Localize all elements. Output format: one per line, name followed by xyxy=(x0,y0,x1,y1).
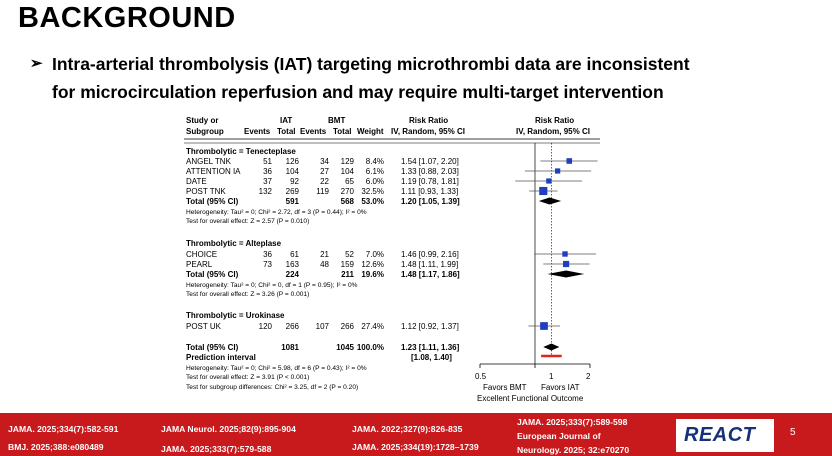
overall-effect-note: Test for overall effect: Z = 3.26 (P = 0.001) xyxy=(186,291,310,298)
total-bmt: 52 xyxy=(345,250,354,259)
overall-effect-test: Test for overall effect: Z = 3.91 (P < 0.001) xyxy=(186,374,310,381)
study-name: ATTENTION IA xyxy=(186,167,241,176)
subtotal-ci: 1.48 [1.17, 1.86] xyxy=(401,270,460,279)
page-number: 5 xyxy=(790,427,796,438)
total-iat: 269 xyxy=(285,187,299,196)
total-bmt: 266 xyxy=(340,322,354,331)
total-bmt: 65 xyxy=(345,177,354,186)
reference-text: JAMA. 2025;334(19):1728–1739 xyxy=(352,442,479,452)
subtotal-weight: 53.0% xyxy=(361,197,384,206)
total-iat: 92 xyxy=(290,177,299,186)
events-bmt: 34 xyxy=(320,157,329,166)
total-iat: 61 xyxy=(290,250,299,259)
risk-ratio-ci: 1.33 [0.88, 2.03] xyxy=(401,167,459,176)
total-iat: 266 xyxy=(285,322,299,331)
study-name: POST UK xyxy=(186,322,221,331)
header-total-iat: Total xyxy=(277,127,296,136)
weight: 12.6% xyxy=(361,260,384,269)
reference-text: European Journal of xyxy=(517,431,601,441)
prediction-ci: [1.08, 1.40] xyxy=(411,353,452,362)
study-square xyxy=(555,168,560,173)
header-method: IV, Random, 95% CI xyxy=(391,127,465,136)
risk-ratio-ci: 1.48 [1.11, 1.99] xyxy=(401,260,459,269)
header-iat: IAT xyxy=(280,116,293,125)
weight: 8.4% xyxy=(365,157,384,166)
header-bmt: BMT xyxy=(328,116,346,125)
study-name: ANGEL TNK xyxy=(186,157,231,166)
axis-label-left: Favors BMT xyxy=(483,383,527,392)
subtotal-ci: 1.20 [1.05, 1.39] xyxy=(401,197,460,206)
risk-ratio-ci: 1.11 [0.93, 1.33] xyxy=(401,187,459,196)
subtotal-iat: 591 xyxy=(285,197,299,206)
weight: 27.4% xyxy=(361,322,384,331)
header-weight: Weight xyxy=(357,127,384,136)
header-events-bmt: Events xyxy=(300,127,327,136)
reference-text: JAMA Neurol. 2025;82(9):895-904 xyxy=(161,424,296,434)
total-bmt: 129 xyxy=(340,157,354,166)
study-square xyxy=(540,322,548,330)
axis-label-right: Favors IAT xyxy=(541,383,580,392)
react-logo xyxy=(676,419,774,452)
bullet-text-line1: Intra-arterial thrombolysis (IAT) targeting microthrombi data are inconsistent xyxy=(52,54,690,74)
slide-title: BACKGROUND xyxy=(18,2,236,34)
events-iat: 120 xyxy=(258,322,272,331)
events-iat: 73 xyxy=(263,260,272,269)
reference-text: JAMA. 2025;333(7):579-588 xyxy=(161,444,272,454)
header-risk-ratio: Risk Ratio xyxy=(409,116,449,125)
pooled-diamond xyxy=(539,198,561,205)
events-bmt: 27 xyxy=(320,167,329,176)
study-name: POST TNK xyxy=(186,187,226,196)
events-iat: 36 xyxy=(263,167,272,176)
risk-ratio-ci: 1.12 [0.92, 1.37] xyxy=(401,322,459,331)
study-name: PEARL xyxy=(186,260,213,269)
subtotal-bmt: 211 xyxy=(341,270,354,279)
subgroup-title-urokinase: Thrombolytic = Urokinase xyxy=(186,311,285,320)
subgroup-title-tenecteplase: Thrombolytic = Tenecteplase xyxy=(186,147,296,156)
subtotal-weight: 19.6% xyxy=(361,270,384,279)
overall-heterogeneity-note: Heterogeneity: Tau² = 0; Chi² = 5.98, df = 6 (P = 0.43); I² = 0% xyxy=(186,365,367,372)
subtotal-iat: 224 xyxy=(285,270,299,279)
risk-ratio-ci: 1.46 [0.99, 2.16] xyxy=(401,250,459,259)
study-square xyxy=(563,261,569,267)
subtotal-bmt: 568 xyxy=(340,197,354,206)
risk-ratio-ci: 1.54 [1.07, 2.20] xyxy=(401,157,459,166)
study-square xyxy=(562,251,567,256)
study-square xyxy=(566,158,572,164)
overall-total-weight: 100.0% xyxy=(356,343,384,352)
study-square xyxy=(546,178,551,183)
heterogeneity-note: Heterogeneity: Tau² = 0; Chi² = 0, df = 1 (P = 0.95); I² = 0% xyxy=(186,282,358,289)
events-iat: 36 xyxy=(263,250,272,259)
heterogeneity-note: Heterogeneity: Tau² = 0; Chi² = 2.72, df = 3 (P = 0.44); I² = 0% xyxy=(186,209,367,216)
events-bmt: 107 xyxy=(315,322,329,331)
header-total-bmt: Total xyxy=(333,127,352,136)
events-iat: 51 xyxy=(263,157,272,166)
overall-effect-note: Test for overall effect: Z = 2.57 (P = 0.010) xyxy=(186,218,310,225)
reference-text: JAMA. 2022;327(9):826-835 xyxy=(352,424,463,434)
events-iat: 37 xyxy=(263,177,272,186)
total-iat: 163 xyxy=(285,260,299,269)
risk-ratio-ci: 1.19 [0.78, 1.81] xyxy=(401,177,459,186)
events-bmt: 21 xyxy=(320,250,329,259)
header-plot-risk-ratio: Risk Ratio xyxy=(535,116,575,125)
reference-text: Neurology. 2025; 32:e70270 xyxy=(517,445,630,455)
bullet-text-line2: for microcirculation reperfusion and may require multi-target intervention xyxy=(52,82,664,102)
subtotal-label: Total (95% CI) xyxy=(186,197,239,206)
events-bmt: 119 xyxy=(316,187,329,196)
axis-tick-label: 1 xyxy=(549,372,554,381)
pooled-diamond xyxy=(543,344,559,351)
weight: 6.0% xyxy=(365,177,384,186)
study-name: CHOICE xyxy=(186,250,218,259)
header-subgroup: Subgroup xyxy=(186,127,224,136)
reference-text: JAMA. 2025;334(7):582-591 xyxy=(8,424,119,434)
axis-label-bottom: Excellent Functional Outcome xyxy=(477,394,584,403)
reference-text: BMJ. 2025;388:e080489 xyxy=(8,442,104,452)
reference-text: JAMA. 2025;333(7):589-598 xyxy=(517,417,628,427)
subtotal-label: Total (95% CI) xyxy=(186,270,239,279)
study-square xyxy=(539,187,547,195)
total-iat: 126 xyxy=(285,157,299,166)
total-iat: 104 xyxy=(285,167,299,176)
header-plot-method: IV, Random, 95% CI xyxy=(516,127,590,136)
prediction-label: Prediction interval xyxy=(186,353,256,362)
weight: 6.1% xyxy=(365,167,384,176)
overall-total-label: Total (95% CI) xyxy=(186,343,239,352)
weight: 32.5% xyxy=(361,187,384,196)
subgroup-title-alteplase: Thrombolytic = Alteplase xyxy=(186,239,282,248)
overall-total-ci: 1.23 [1.11, 1.36] xyxy=(401,343,460,352)
bullet-arrow-icon: ➢ xyxy=(30,55,43,72)
events-bmt: 22 xyxy=(320,177,329,186)
study-name: DATE xyxy=(186,177,207,186)
header-events-iat: Events xyxy=(244,127,271,136)
weight: 7.0% xyxy=(365,250,384,259)
forest-plot xyxy=(180,112,600,412)
subgroup-difference-test: Test for subgroup differences: Chi² = 3.25, df = 2 (P = 0.20) xyxy=(186,384,359,391)
axis-tick-label: 2 xyxy=(586,372,591,381)
pooled-diamond xyxy=(547,271,584,278)
events-bmt: 48 xyxy=(320,260,329,269)
logo-text: REACT xyxy=(684,424,756,446)
axis-tick-label: 0.5 xyxy=(475,372,487,381)
events-iat: 132 xyxy=(258,187,272,196)
total-bmt: 104 xyxy=(340,167,354,176)
overall-total-bmt: 1045 xyxy=(336,343,354,352)
total-bmt: 270 xyxy=(340,187,354,196)
header-study-or: Study or xyxy=(186,116,219,125)
overall-total-iat: 1081 xyxy=(281,343,299,352)
total-bmt: 159 xyxy=(340,260,354,269)
